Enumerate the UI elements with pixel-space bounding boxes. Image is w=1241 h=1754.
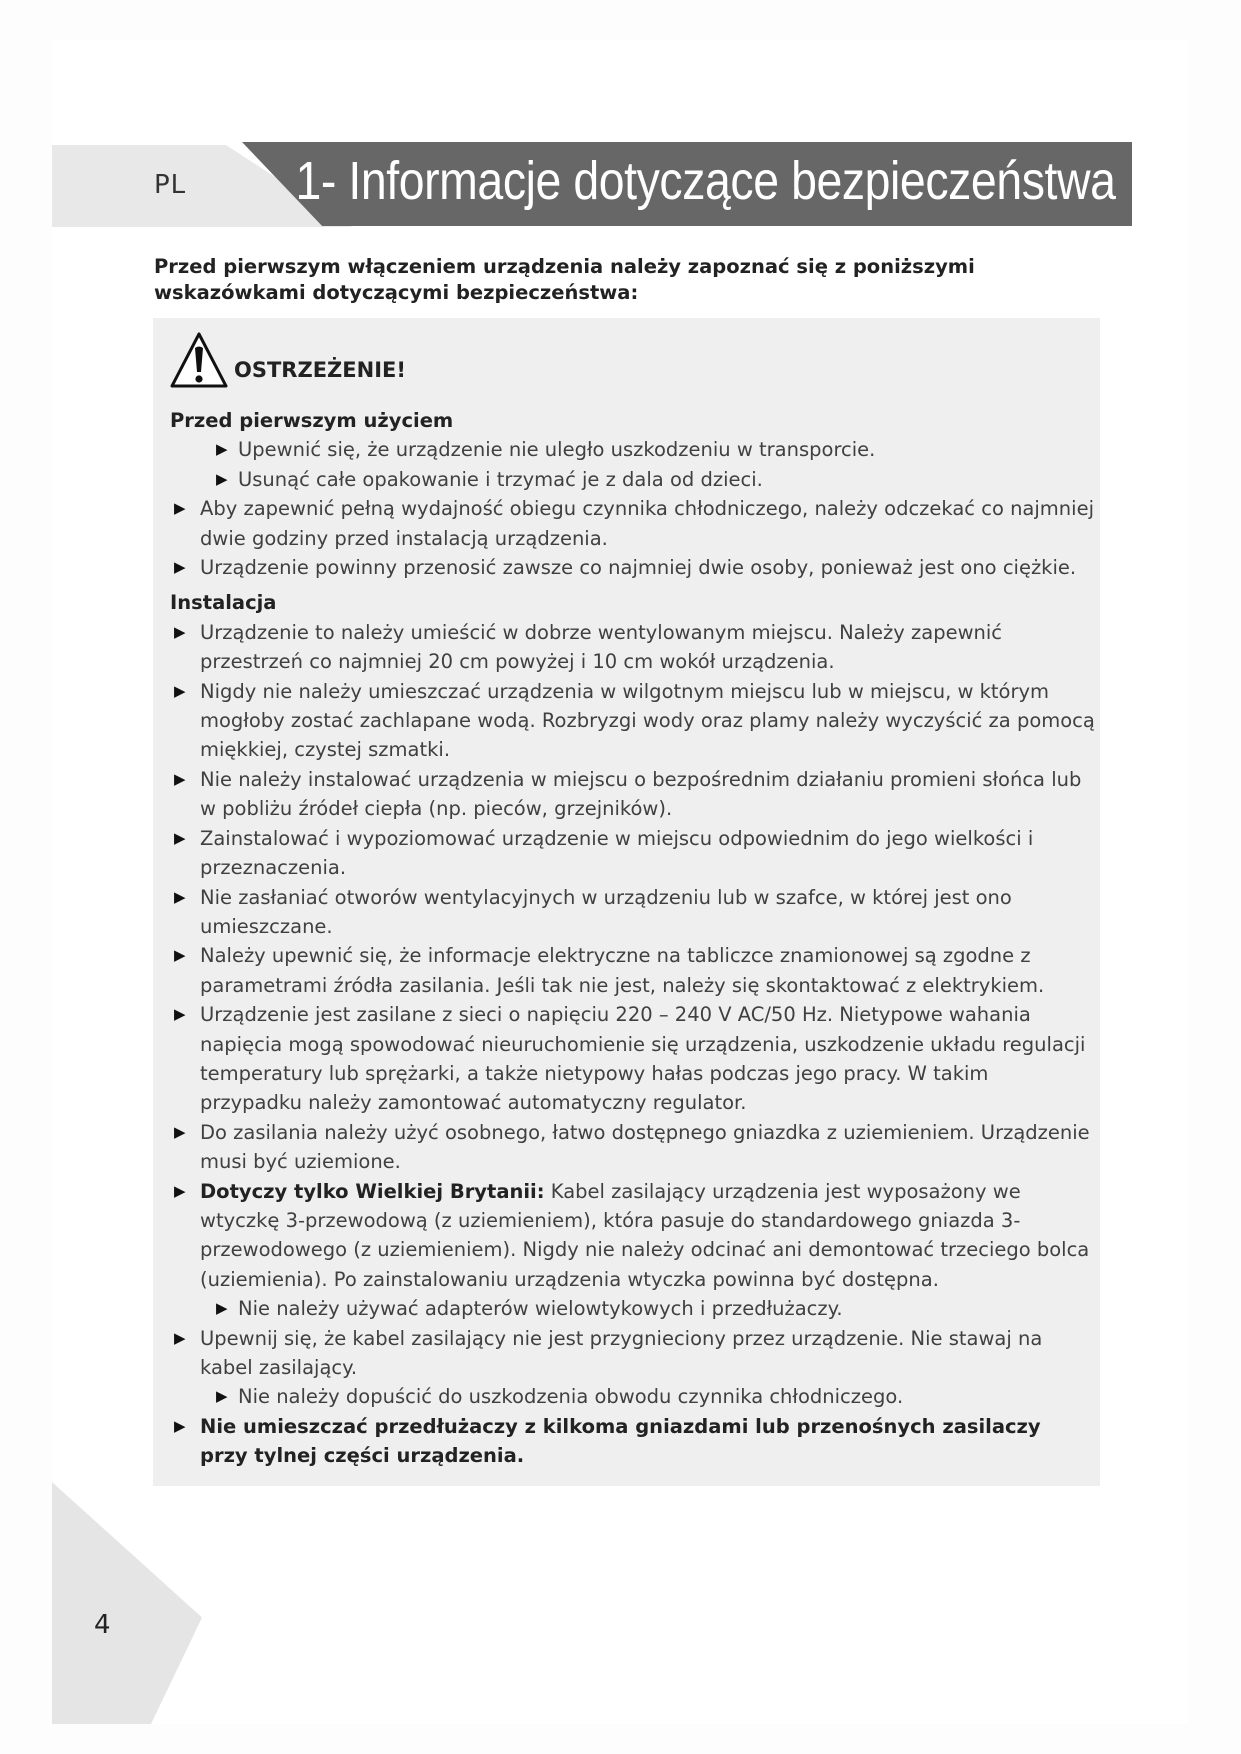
list-item-uk — [170, 1177, 1095, 1295]
list-item: ▶ Nie należy instalować urządzenia w miejscu o bezpośrednim działaniu promieni słońca lub w pobliżu źródeł ciepła (np. pieców, grzejników). — [170, 765, 1095, 824]
bullet-icon: ▶ — [174, 622, 186, 641]
language-code: PL — [154, 170, 187, 200]
bullet-icon: ▶ — [216, 469, 228, 488]
bullet-icon: ▶ — [174, 1122, 186, 1141]
list-item: ▶ Nie zasłaniać otworów wentylacyjnych w urządzeniu lub w szafce, w której jest ono umieszczane. — [170, 883, 1095, 942]
list-item: ▶ Upewnić się, że urządzenie nie uległo uszkodzeniu w transporcie. — [186, 435, 1095, 464]
safety-content — [170, 406, 1095, 1471]
list-item: ▶ Nie należy dopuścić do uszkodzenia obwodu czynnika chłodniczego. — [186, 1382, 1095, 1411]
list-item-final: ▶ Nie umieszczać przedłużaczy z kilkoma gniazdami lub przenośnych zasilaczy przy tylnej części urządzenia. — [170, 1412, 1095, 1471]
section-heading-first-use: Przed pierwszym użyciem — [170, 409, 454, 432]
section-heading-installation: Instalacja — [170, 591, 277, 615]
list-item: ▶ Usunąć całe opakowanie i trzymać je z dala od dzieci. — [186, 465, 1095, 494]
bullet-icon: ▶ — [174, 887, 186, 906]
bullet-icon: ▶ — [174, 1181, 186, 1200]
uk-label: Dotyczy tylko Wielkiej Brytanii: — [200, 1179, 545, 1203]
warning-heading — [168, 330, 406, 396]
warning-triangle-icon — [168, 330, 230, 396]
page-title: 1- Informacje dotyczące bezpieczeństwa — [295, 151, 1115, 211]
bullet-icon: ▶ — [174, 499, 186, 518]
uk-text: Kabel zasilający urządzenia jest wyposażony we wtyczkę 3-przewodową (z uziemieniem), która pasuje do standardowego gniazda 3-przewodowego (z uziemieniem). Nigdy nie należy odcinać ani demontować trzeciego bolca (uziemienia). Po zainstalowaniu urządzenia wtyczka powinna być dostępna. — [200, 1179, 1090, 1291]
bullet-icon: ▶ — [174, 828, 186, 847]
list-item: ▶ Upewnij się, że kabel zasilający nie jest przygnieciony przez urządzenie. Nie stawaj na kabel zasilający. — [170, 1324, 1095, 1383]
intro-text: Przed pierwszym włączeniem urządzenia należy zapoznać się z poniższymi wskazówkami dotyczącymi bezpieczeństwa: — [154, 255, 975, 304]
list-item: ▶ Należy upewnić się, że informacje elektryczne na tabliczce znamionowej są zgodne z parametrami źródła zasilania. Jeśli tak nie jest, należy się skontaktować z elektrykiem. — [170, 941, 1095, 1000]
bullet-icon: ▶ — [174, 1005, 186, 1024]
warning-label: OSTRZEŻENIE! — [234, 358, 406, 382]
list-item: ▶ Urządzenie to należy umieścić w dobrze wentylowanym miejscu. Należy zapewnić przestrzeń co najmniej 20 cm powyżej i 10 cm wokół urządzenia. — [170, 618, 1095, 677]
bullet-icon: ▶ — [216, 1299, 228, 1318]
bullet-icon: ▶ — [174, 681, 186, 700]
list-item: ▶ Nie należy używać adapterów wielowtykowych i przedłużaczy. — [186, 1294, 1095, 1323]
list-item: ▶ Nigdy nie należy umieszczać urządzenia w wilgotnym miejscu lub w miejscu, w którym mogłoby zostać zachlapane wodą. Rozbryzgi wody oraz plamy należy wyczyścić za pomocą miękkiej, czystej szmatki. — [170, 677, 1095, 765]
bullet-icon: ▶ — [174, 558, 186, 577]
bullet-icon: ▶ — [174, 946, 186, 965]
bullet-icon: ▶ — [216, 1387, 228, 1406]
page-number: 4 — [94, 1610, 111, 1640]
bullet-icon: ▶ — [174, 769, 186, 788]
list-item: ▶ Urządzenie powinny przenosić zawsze co najmniej dwie osoby, ponieważ jest ono ciężkie. — [170, 553, 1095, 582]
list-item: ▶ Zainstalować i wypoziomować urządzenie w miejscu odpowiednim do jego wielkości i przeznaczenia. — [170, 824, 1095, 883]
list-item: ▶ Do zasilania należy użyć osobnego, łatwo dostępnego gniazdka z uziemieniem. Urządzenie musi być uziemione. — [170, 1118, 1095, 1177]
bullet-icon: ▶ — [174, 1328, 186, 1347]
list-item: ▶ Urządzenie jest zasilane z sieci o napięciu 220 – 240 V AC/50 Hz. Nietypowe wahania napięcia mogą spowodować nieuruchomienie się urządzenia, uszkodzenie układu regulacji temperatury lub sprężarki, a także nietypowy hałas podczas jego pracy. W takim przypadku należy zamontować automatyczny regulator. — [170, 1000, 1095, 1118]
list-item: ▶ Aby zapewnić pełną wydajność obiegu czynnika chłodniczego, należy odczekać co najmniej dwie godziny przed instalacją urządzenia. — [170, 494, 1095, 553]
bullet-icon: ▶ — [174, 1416, 186, 1435]
bullet-icon: ▶ — [216, 440, 228, 459]
